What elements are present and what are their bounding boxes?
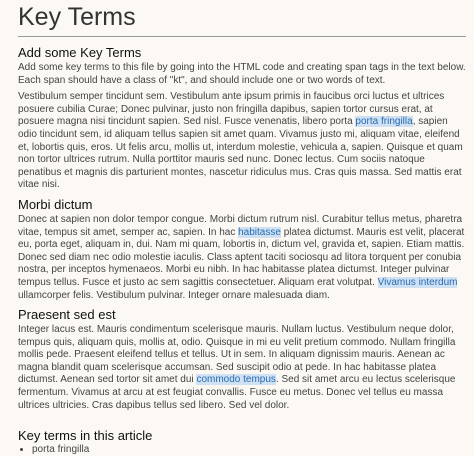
section-heading-praesent-sed-est: Praesent sed est bbox=[18, 307, 116, 323]
article-page bbox=[18, 0, 466, 456]
key-term: commodo tempus bbox=[196, 374, 276, 386]
body-paragraph-3 bbox=[18, 324, 466, 412]
paragraph-text: ullamcorper felis. Vestibulum pulvinar. Integer ornare malesuada diam. bbox=[18, 289, 330, 301]
key-term: habitasse bbox=[238, 226, 281, 238]
body-paragraph-2 bbox=[18, 214, 466, 302]
paragraph-text: platea dictumst. Mauris est velit, placerat eu, porta eget, aliquam in, dui. Nam mi quam, lobortis in, dictum vel, gravida et, sapien. Etiam mattis. Donec sed diam nec odio molestie iaculis. Class aptent taciti sociosqu ad litora torquent per conubia nostra, per inceptos hymenaeos. Morbi eu nibh. In hac habitasse platea dictumst. Integer pulvinar tempus tellus. Fusce et justo ac sem sagittis consectetuer. Aliquam erat volutpat. bbox=[18, 226, 465, 288]
key-terms-list bbox=[18, 444, 466, 456]
list-item: • porta fringilla bbox=[32, 444, 466, 456]
intro-paragraph: Add some key terms to this file by going into the HTML code and creating span tags in the text below. Each span should have a class of "kt", and should include one or two words of text. bbox=[18, 62, 466, 86]
key-term: Vivamus interdum bbox=[377, 276, 458, 288]
body-paragraph-1 bbox=[18, 91, 466, 192]
paragraph-text: . Sed sit amet arcu eu lectus scelerisque fermentum. Vivamus at arcu at est feugiat convallis. Fusce eu metus. Donec vel tellus eu massa ultrices ultricies. Cras dapibus tellus sed libero. Sed vel dolor. bbox=[18, 374, 456, 411]
key-term: porta fringilla bbox=[355, 116, 413, 128]
intro-heading: Add some Key Terms bbox=[18, 45, 142, 60]
page-title: Key Terms bbox=[18, 2, 466, 37]
section-heading-morbi-dictum: Morbi dictum bbox=[18, 196, 93, 212]
key-terms-list-heading: Key terms in this article bbox=[18, 428, 153, 444]
paragraph-text: , sapien odio tincidunt sem, id aliquam tellus sapien sit amet quam. Vivamus justo mi, aliquam vitae, eleifend et, lobortis quis, eros. Ut felis arcu, mollis ut, interdum molestie, vehicula a, sapien. Quisque et quam non tortor ultrices rutrum. Nulla porttitor mauris sed nunc. Donec lectus. Cum sociis natoque penatibus et magnis dis parturient montes, nascetur ridiculus mus. Cras quis massa. Sed mattis erat vitae nisi. bbox=[18, 116, 463, 191]
paragraph-text: Donec at sapien non dolor tempor congue. Morbi dictum rutrum nisl. Curabitur tellus metus, pharetra vitae, tempus sit amet, semper ac, sapien. In hac bbox=[18, 213, 463, 238]
paragraph-text: Integer lacus est. Mauris condimentum scelerisque mauris. Nullam luctus. Vestibulum neque dolor, tempus quis, aliquam quis, mollis at, odio. Quisque in mi eu velit pretium commodo. Nullam fringilla mollis pede. Praesent eleifend tellus et tellus. Ut in sem. In aliquam dignissim mauris. Aenean ac magna blandit quam scelerisque accumsan. Sed suscipit odio at pede. In hac habitasse platea dictumst. Aenean sed tortor sit amet dui bbox=[18, 324, 456, 386]
paragraph-text: Vestibulum semper tincidunt sem. Vestibulum ante ipsum primis in faucibus orci luctus et ultrices posuere cubilia Curae; Donec pulvinar, justo non fringilla dapibus, sapien tortor cursus erat, at posuere magna nisi tincidunt sapien. Sed nisl. Fusce venenatis, libero porta bbox=[18, 91, 445, 128]
